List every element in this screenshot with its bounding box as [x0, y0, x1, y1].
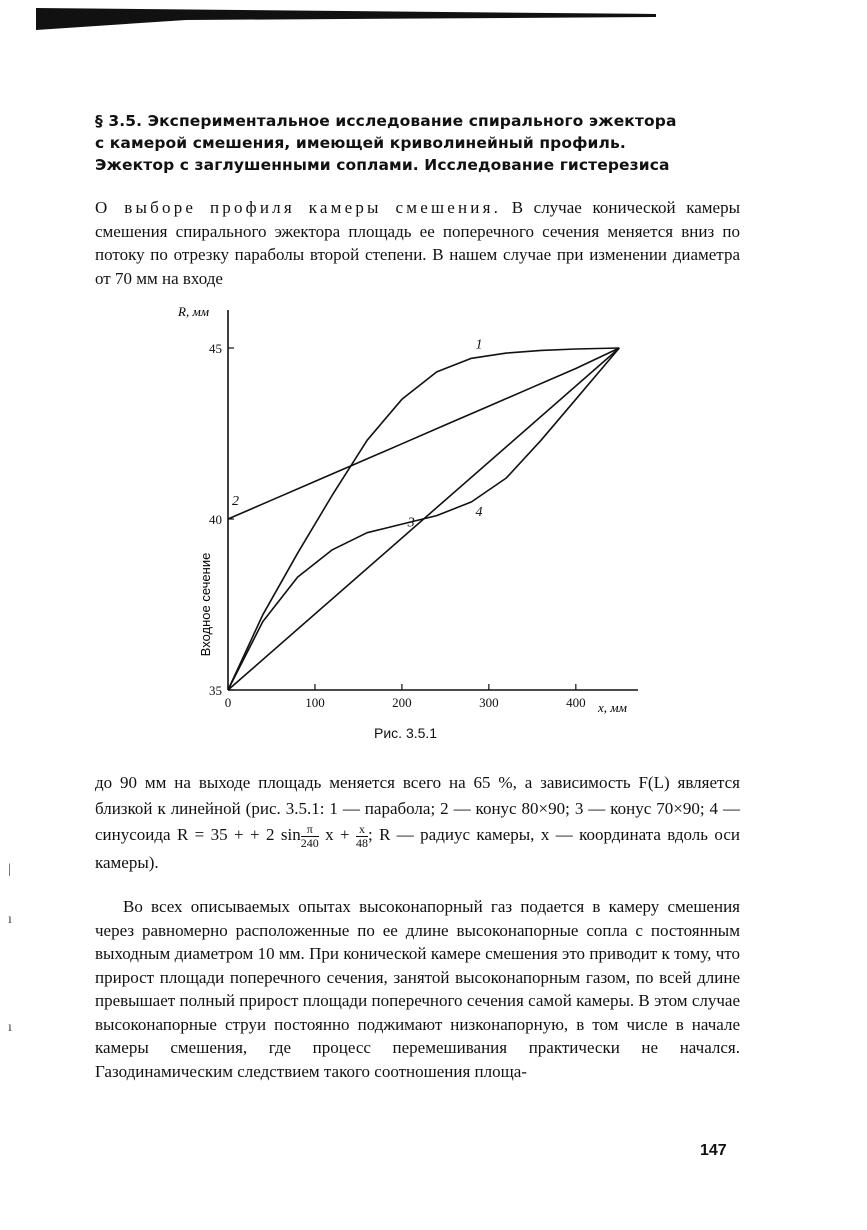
- section-heading: [95, 110, 735, 176]
- fraction-pi-240: [301, 823, 319, 850]
- series-1-label: 1: [475, 337, 483, 353]
- scan-edge-bar: [36, 8, 656, 30]
- y-tick-label: 40: [209, 512, 222, 527]
- series-3-label: 3: [407, 515, 415, 531]
- intro-text: В случае конической камеры смешения спирального эжектора площадь ее поперечного сечения меняется вниз по потоку по отрезку параболы второй степени. В нашем случае при изменении диаметра от 70 мм на входе: [95, 198, 740, 288]
- margin-mark: ı: [8, 912, 12, 927]
- x-tick-label: 200: [392, 695, 412, 710]
- body-paragraph: [95, 895, 740, 1083]
- heading-line-3: Эжектор с заглушенными соплами. Исследование гистерезиса: [95, 156, 670, 174]
- heading-line-2: с камерой смешения, имеющей криволинейный профиль.: [95, 134, 626, 152]
- description-text-b: x +: [318, 825, 356, 844]
- description-text-c: ; R — радиус камеры, x — координата вдоль оси камеры).: [95, 825, 740, 872]
- fraction-x-48: [356, 823, 368, 850]
- intro-lead: О выборе профиля камеры смешения.: [95, 198, 502, 217]
- body-text: Во всех описываемых опытах высоконапорный газ подается в камеру смешения через равномерно расположенные по ее длине высоконапорные сопла с постоянным выходным диаметром 10 мм. При конической камере смешения это приводит к тому, что прирост площади поперечного сечения, занятой высоконапорным газом, по всей длине превышает полный прирост площади поперечного сечения самой камеры. В этом случае высоконапорные струи постоянно поджимают низконапорную, в том числе в начале камеры смешения, где процесс перемешивания практически не начался. Газодинамическим следствием такого соотношения площа-: [95, 897, 740, 1081]
- series-2-line: [228, 348, 619, 519]
- margin-mark: ı: [8, 1020, 12, 1035]
- heading-line-1: § 3.5. Экспериментальное исследование спирального эжектора: [95, 112, 677, 130]
- page-number: 147: [700, 1142, 727, 1159]
- x-tick-label: 400: [566, 695, 586, 710]
- x-tick-label: 100: [305, 695, 325, 710]
- fraction-numerator: x: [356, 823, 368, 837]
- x-axis-label: x, мм: [598, 700, 627, 715]
- description-text-a: до 90 мм на выходе площадь меняется всего на 65 %, а зависимость F(L) является близкой к линейной (рис. 3.5.1: 1 — парабола; 2 — конус 80×90; 3 — конус 70×90; 4 — синусоида R = 35 + + 2 sin: [95, 773, 740, 844]
- y-axis-label: R, мм: [178, 304, 210, 319]
- y-tick-label: 45: [209, 341, 222, 356]
- figure-3-5-1-chart: [170, 298, 650, 718]
- fraction-numerator: π: [301, 823, 319, 837]
- inlet-section-label: Входное сечение: [198, 552, 213, 657]
- margin-mark: |: [8, 862, 11, 877]
- figure-caption: Рис. 3.5.1: [374, 725, 438, 741]
- x-tick-label: 300: [479, 695, 499, 710]
- intro-paragraph: [95, 196, 740, 290]
- fraction-denominator: 240: [300, 835, 319, 850]
- fraction-denominator: 48: [355, 835, 368, 850]
- x-tick-label: 0: [224, 695, 232, 710]
- series-2-label: 2: [232, 494, 239, 509]
- series-4-label: 4: [475, 504, 483, 520]
- description-paragraph: [95, 770, 740, 876]
- y-tick-label: 35: [209, 683, 222, 698]
